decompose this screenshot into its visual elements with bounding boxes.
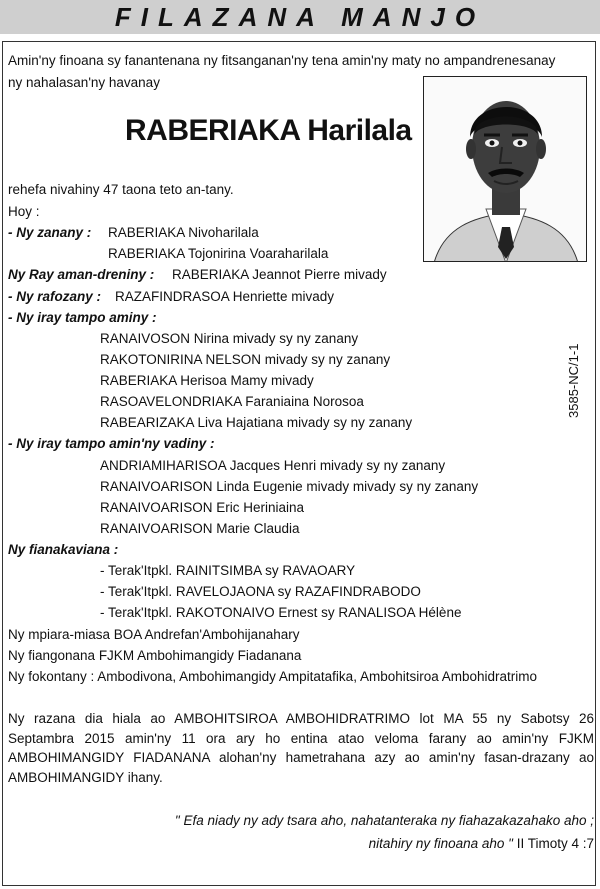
ray-label: Ny Ray aman-dreniny : [8, 267, 155, 282]
tampo-aminy-item: RASOAVELONDRIAKA Faraniaina Norosoa [100, 394, 364, 409]
quote-line-1: " Efa niady ny ady tsara aho, nahatanteraka ny fiahazakazahako aho ; [174, 813, 594, 828]
quote-text: nitahiry ny finoana aho " [368, 836, 513, 851]
quote-line-2 [369, 833, 594, 855]
page-title: FILAZANA MANJO [114, 1, 486, 32]
burial-paragraph: Ny razana dia hiala ao AMBOHITSIROA AMBOHIDRATRIMO lot MA 55 ny Sabotsy 26 Septambra 2015 amin'ny 11 ora ary ho entina atao veloma farany ao amin'ny FJKM AMBOHIMANGIDY FIADANANA alohan'ny hametrahana azy ao amin'ny fasan-drazany ao AMBOHIMANGIDY ihany. [8, 711, 594, 785]
zanany-item: RABERIAKA Tojonirina Voaraharilala [108, 246, 329, 261]
tampo-aminy-item: RABEARIZAKA Liva Hajatiana mivady sy ny zanany [100, 415, 413, 430]
tampo-vadiny-item: RANAIVOARISON Linda Eugenie mivady mivady sy ny zanany [100, 479, 479, 494]
portrait-illustration [424, 77, 587, 262]
fianakaviana-item: - Terak'Itpkl. RAKOTONAIVO Ernest sy RANALISOA Hélène [100, 605, 462, 620]
fianakaviana-item: - Terak'Itpkl. RAVELOJAONA sy RAZAFINDRABODO [100, 584, 421, 599]
tampo-aminy-item: RAKOTONIRINA NELSON mivady sy ny zanany [100, 352, 391, 367]
tampo-vadiny-label: - Ny iray tampo amin'ny vadiny : [8, 436, 215, 451]
other-line: Ny fokontany : Ambodivona, Ambohimangidy Ampitatafika, Ambohitsiroa Ambohidratrimo [8, 669, 538, 684]
tampo-aminy-item: RANAIVOSON Nirina mivady sy ny zanany [100, 331, 359, 346]
tampo-vadiny-item: ANDRIAMIHARISOA Jacques Henri mivady sy ny zanany [100, 458, 446, 473]
notice-reference: 3585-NC/1-1 [566, 343, 581, 418]
other-line: Ny fiangonana FJKM Ambohimangidy Fiadanana [8, 648, 302, 663]
hoy-label: Hoy : [8, 204, 40, 219]
tampo-aminy-label: - Ny iray tampo aminy : [8, 310, 157, 325]
other-line: Ny mpiara-miasa BOA Andrefan'Ambohijanahary [8, 627, 300, 642]
intro-line-2: ny nahalasan'ny havanay [8, 75, 160, 90]
portrait-photo-icon [423, 76, 587, 262]
quote-reference: II Timoty 4 :7 [516, 836, 594, 851]
fianakaviana-label: Ny fianakaviana : [8, 542, 119, 557]
age-line: rehefa nivahiny 47 taona teto an-tany. [8, 182, 234, 197]
zanany-label: - Ny zanany : [8, 225, 92, 240]
tampo-aminy-item: RABERIAKA Herisoa Mamy mivady [100, 373, 314, 388]
tampo-vadiny-item: RANAIVOARISON Marie Claudia [100, 521, 300, 536]
intro-line-1: Amin'ny finoana sy fanantenana ny fitsanganan'ny tena amin'ny maty no ampandrenesanay [8, 53, 556, 68]
rafozany-value: RAZAFINDRASOA Henriette mivady [115, 289, 335, 304]
deceased-name: RABERIAKA Harilala [125, 114, 412, 147]
rafozany-label: - Ny rafozany : [8, 289, 102, 304]
fianakaviana-item: - Terak'Itpkl. RAINITSIMBA sy RAVAOARY [100, 563, 356, 578]
zanany-item: RABERIAKA Nivoharilala [108, 225, 259, 240]
tampo-vadiny-item: RANAIVOARISON Eric Heriniaina [100, 500, 305, 515]
header-banner [0, 0, 600, 34]
ray-value: RABERIAKA Jeannot Pierre mivady [172, 267, 387, 282]
